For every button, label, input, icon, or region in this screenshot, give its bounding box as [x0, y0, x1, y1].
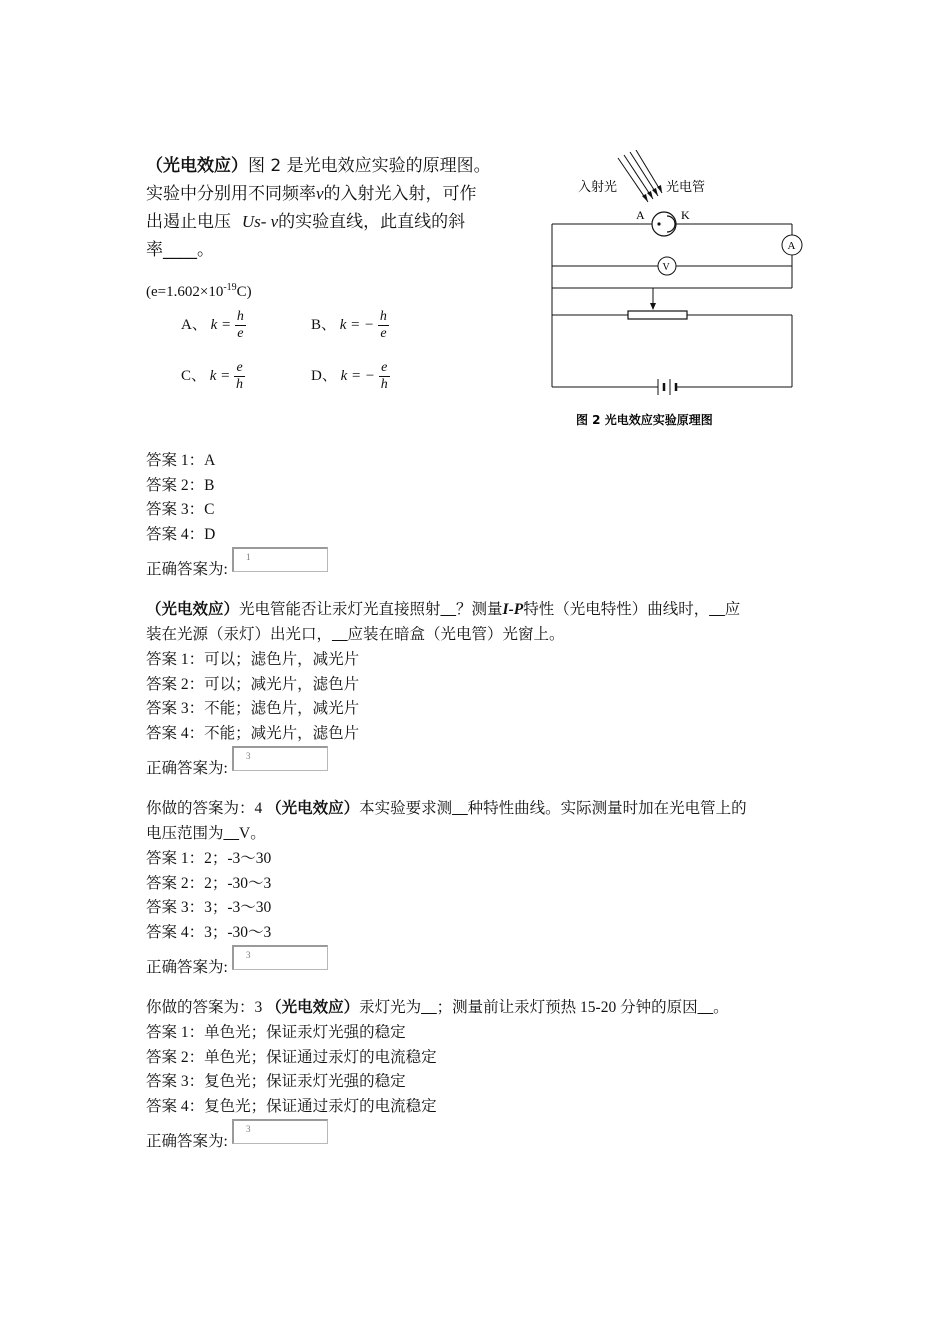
- q1-line2: 实验中分别用不同频率: [146, 184, 316, 204]
- q3-line2a: 电压范围为: [146, 825, 224, 842]
- q2-text-a: 光电管能否让汞灯光直接照射: [239, 601, 441, 618]
- q1-option-d: [311, 360, 390, 393]
- q2-blank: __: [440, 601, 457, 618]
- q3-answer-4: 答案 4：3；-30～3: [146, 924, 272, 941]
- q2-blank: __: [709, 601, 725, 618]
- q4-answer-3: 答案 3：复色光；保证汞灯光强的稳定: [146, 1073, 406, 1090]
- q2-text-b: ？测量: [456, 601, 503, 618]
- option-sign: k = −: [339, 316, 375, 333]
- q2-blank: __: [332, 626, 348, 643]
- q3-text-b: 种特性曲线。实际测量时加在光电管上的: [467, 800, 747, 817]
- fraction-denominator: e: [380, 326, 387, 341]
- q1-option-c: [181, 360, 245, 393]
- q1-line2-rest: 的入射光入射，可作: [323, 184, 477, 204]
- q2-ip: I-P: [502, 601, 524, 618]
- q1-tag: （光电效应）: [146, 156, 248, 176]
- question-1-text: [146, 152, 546, 264]
- question-3-text: [146, 796, 816, 846]
- q1-constant-unit: C): [236, 284, 252, 300]
- q3-correct-answer-input[interactable]: 3: [232, 945, 328, 970]
- q1-answer-2: 答案 2：B: [146, 477, 215, 494]
- option-sign: k =: [209, 367, 231, 384]
- q1-answer-4: 答案 4：D: [146, 526, 216, 543]
- fraction-numerator: e: [379, 360, 390, 377]
- option-fraction: [235, 309, 246, 342]
- q3-answer-2: 答案 2：2；-30～3: [146, 875, 272, 892]
- q2-line2a: 装在光源（汞灯）出光口，: [146, 626, 333, 643]
- q1-line1: 图 2 是光电效应实验的原理图。: [248, 156, 491, 176]
- q1-line4: 率____。: [146, 240, 214, 260]
- q3-correct-label: 正确答案为:: [146, 959, 228, 976]
- q4-text-b: ；测量前让汞灯预热 15-20 分钟的原因: [436, 999, 698, 1016]
- fraction-denominator: h: [380, 377, 388, 392]
- option-label: C、: [181, 367, 207, 384]
- q1-line3b: 的实验直线，此直线的斜: [278, 212, 466, 232]
- q3-answer-3: 答案 3：3；-3～30: [146, 899, 272, 916]
- circuit-wires: [552, 224, 792, 387]
- q1-constant-exp: -19: [223, 282, 237, 293]
- battery-icon: [658, 379, 680, 395]
- q3-text-a: 本实验要求测: [359, 800, 453, 817]
- anode-dot: [657, 222, 660, 225]
- fraction-numerator: h: [379, 309, 387, 324]
- fraction-denominator: e: [237, 326, 244, 341]
- rheostat-icon: [628, 311, 687, 319]
- q1-option-b: [311, 309, 389, 342]
- q4-answer-2: 答案 2：单色光；保证通过汞灯的电流稳定: [146, 1049, 437, 1066]
- question-4-text: [146, 995, 816, 1020]
- q4-correct-answer-input[interactable]: 3: [232, 1119, 328, 1144]
- q4-blank: __: [421, 999, 437, 1016]
- circuit-diagram: [540, 150, 810, 435]
- question-2-text: [146, 597, 816, 647]
- q1-answer-3: 答案 3：C: [146, 501, 215, 518]
- q3-blank: __: [452, 800, 468, 817]
- q4-correct-label: 正确答案为:: [146, 1133, 228, 1150]
- option-fraction: [234, 360, 245, 393]
- q4-answer-4: 答案 4：复色光；保证通过汞灯的电流稳定: [146, 1098, 437, 1115]
- phototube-circle: [652, 212, 676, 236]
- option-label: D、: [311, 367, 337, 384]
- q4-blank: __: [697, 999, 714, 1016]
- q1-correct-label: 正确答案为:: [146, 561, 228, 578]
- ammeter-label: A: [787, 240, 796, 252]
- q1-option-a: [181, 309, 246, 342]
- q3-line2b: V。: [239, 825, 266, 842]
- q1-answer-1: 答案 1：A: [146, 452, 216, 469]
- phototube-label: 光电管: [666, 180, 706, 195]
- voltmeter-label: V: [662, 262, 670, 273]
- q3-tag: （光电效应）: [266, 800, 360, 817]
- rheostat-slider-icon: [650, 303, 656, 310]
- figure-caption: 图 2 光电效应实验原理图: [576, 413, 713, 427]
- q1-constant-base: (e=1.602×10: [146, 284, 224, 300]
- option-sign: k =: [210, 316, 232, 333]
- q2-correct-label: 正确答案为:: [146, 760, 228, 777]
- q2-answer-4: 答案 4：不能；减光片，滤色片: [146, 725, 360, 742]
- q1-constant: [146, 282, 252, 301]
- q4-text-c: 。: [713, 999, 729, 1016]
- q2-text-c: 特性（光电特性）曲线时，: [523, 601, 710, 618]
- fraction-numerator: h: [236, 309, 244, 324]
- q1-correct-answer-input[interactable]: 1: [232, 547, 328, 572]
- option-label: A、: [181, 316, 207, 333]
- q4-text-a: 汞灯光为: [359, 999, 422, 1016]
- q2-answer-1: 答案 1：可以；滤色片，减光片: [146, 651, 360, 668]
- option-label: B、: [311, 316, 337, 333]
- q1-us-nu: Us- ν: [241, 212, 279, 231]
- incident-light-arrows: [618, 150, 662, 202]
- q3-prefix: 你做的答案为：4: [146, 800, 263, 817]
- q1-line3a: 出遏止电压: [146, 212, 231, 232]
- q2-tag: （光电效应）: [146, 601, 240, 618]
- q2-answer-2: 答案 2：可以；减光片，滤色片: [146, 676, 360, 693]
- option-fraction: [378, 309, 389, 342]
- option-sign: k = −: [340, 367, 375, 384]
- q3-answer-1: 答案 1：2；-3～30: [146, 850, 272, 867]
- q4-prefix: 你做的答案为：3: [146, 999, 263, 1016]
- cathode-label: K: [681, 208, 690, 222]
- fraction-denominator: h: [236, 377, 244, 392]
- q3-blank: __: [223, 825, 240, 842]
- q4-tag: （光电效应）: [266, 999, 360, 1016]
- q2-line2b: 应装在暗盒（光电管）光窗上。: [347, 626, 565, 643]
- q4-answer-1: 答案 1：单色光；保证汞灯光强的稳定: [146, 1024, 406, 1041]
- q2-correct-answer-input[interactable]: 3: [232, 746, 328, 771]
- q2-text-d: 应: [724, 601, 741, 618]
- q1-nu-symbol: ν: [316, 184, 324, 203]
- incident-light-label: 入射光: [578, 180, 618, 195]
- option-fraction: [379, 360, 390, 393]
- q2-answer-3: 答案 3：不能；滤色片，减光片: [146, 700, 360, 717]
- anode-label: A: [636, 208, 645, 222]
- fraction-numerator: e: [234, 360, 245, 377]
